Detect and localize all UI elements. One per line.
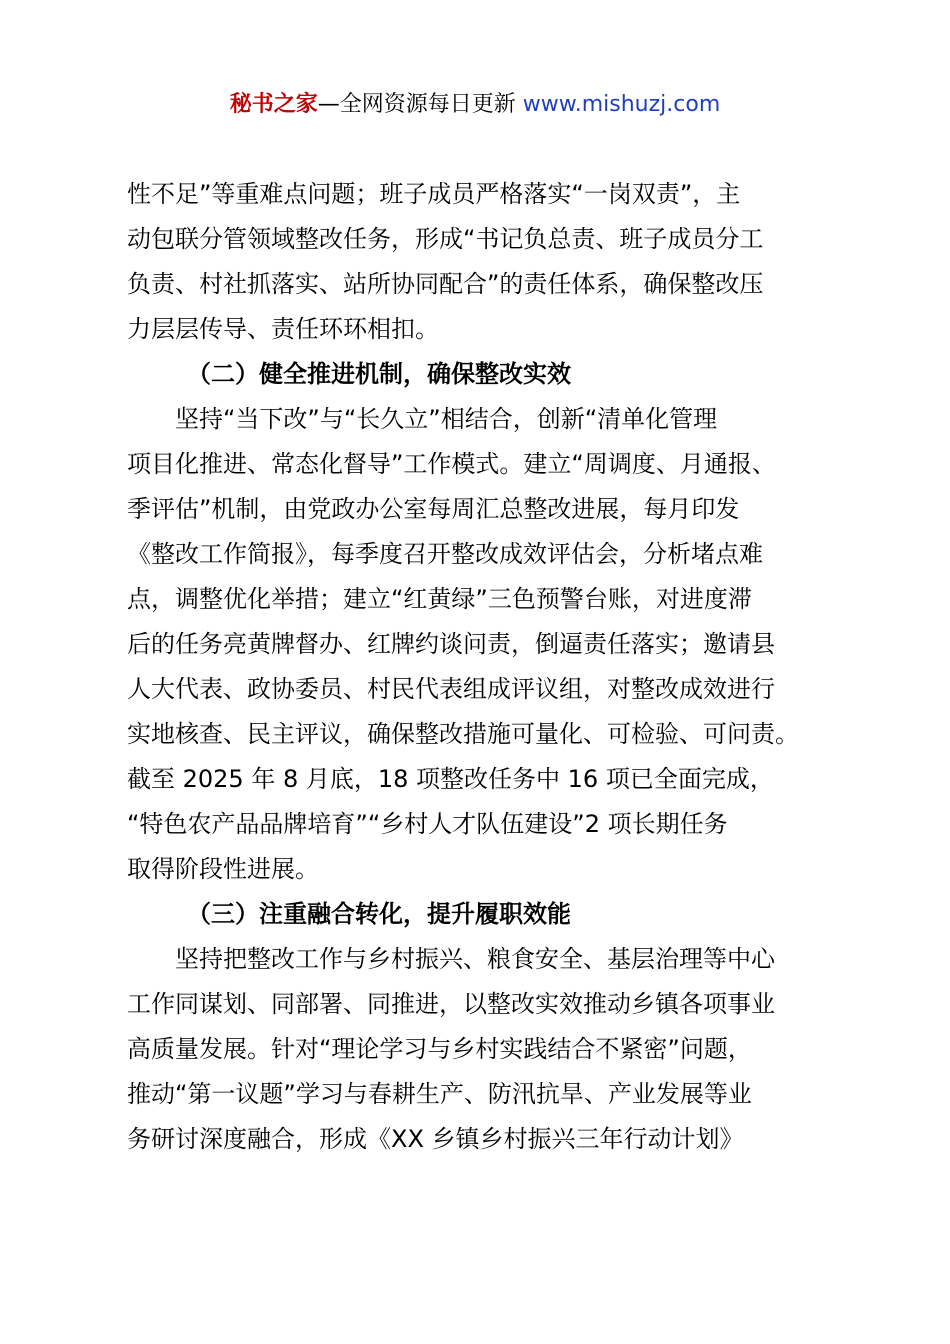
body-line: 性不足”等重难点问题；班子成员严格落实“一岗双责”，主 — [127, 180, 741, 208]
body-line: 动包联分管领域整改任务，形成“书记负总责、班子成员分工 — [127, 225, 764, 253]
section-heading: （三）注重融合转化，提升履职效能 — [187, 900, 571, 928]
site-slogan: —全网资源每日更新 — [317, 92, 516, 117]
body-line: 负责、村社抓落实、站所协同配合”的责任体系，确保整改压 — [127, 270, 764, 298]
body-line: 点，调整优化举措；建立“红黄绿”三色预警台账，对进度滞 — [127, 585, 752, 613]
body-line: 推动“第一议题”学习与春耕生产、防汛抗旱、产业发展等业 — [127, 1080, 752, 1108]
body-line: 高质量发展。针对“理论学习与乡村实践结合不紧密”问题， — [127, 1035, 752, 1063]
site-url-link[interactable]: www.mishuzj.com — [522, 92, 721, 117]
body-line: 取得阶段性进展。 — [127, 855, 319, 883]
body-line: 坚持把整改工作与乡村振兴、粮食安全、基层治理等中心 — [175, 945, 775, 973]
body-line: 项目化推进、常态化督导”工作模式。建立“周调度、月通报、 — [127, 450, 776, 478]
document-body — [127, 172, 847, 1162]
body-line: 《整改工作简报》，每季度召开整改成效评估会，分析堵点难 — [127, 540, 763, 568]
body-line: 力层层传导、责任环环相扣。 — [127, 315, 439, 343]
body-line: 后的任务亮黄牌督办、红牌约谈问责，倒逼责任落实；邀请县 — [127, 630, 775, 658]
body-line: 人大代表、政协委员、村民代表组成评议组，对整改成效进行 — [127, 675, 775, 703]
body-line: “特色农产品品牌培育”“乡村人才队伍建设”2 项长期任务 — [127, 810, 728, 838]
site-brand: 秘书之家 — [229, 92, 318, 117]
body-line: 季评估”机制，由党政办公室每周汇总整改进展，每月印发 — [127, 495, 740, 523]
section-heading: （二）健全推进机制，确保整改实效 — [187, 360, 571, 388]
body-line: 截至 2025 年 8 月底，18 项整改任务中 16 项已全面完成， — [127, 765, 774, 793]
site-header — [0, 88, 950, 122]
body-line: 务研讨深度融合，形成《XX 乡镇乡村振兴三年行动计划》 — [127, 1125, 744, 1153]
body-line: 工作同谋划、同部署、同推进，以整改实效推动乡镇各项事业 — [127, 990, 775, 1018]
body-line: 实地核查、民主评议，确保整改措施可量化、可检验、可问责。 — [127, 720, 799, 748]
body-line: 坚持“当下改”与“长久立”相结合，创新“清单化管理 — [175, 405, 718, 433]
